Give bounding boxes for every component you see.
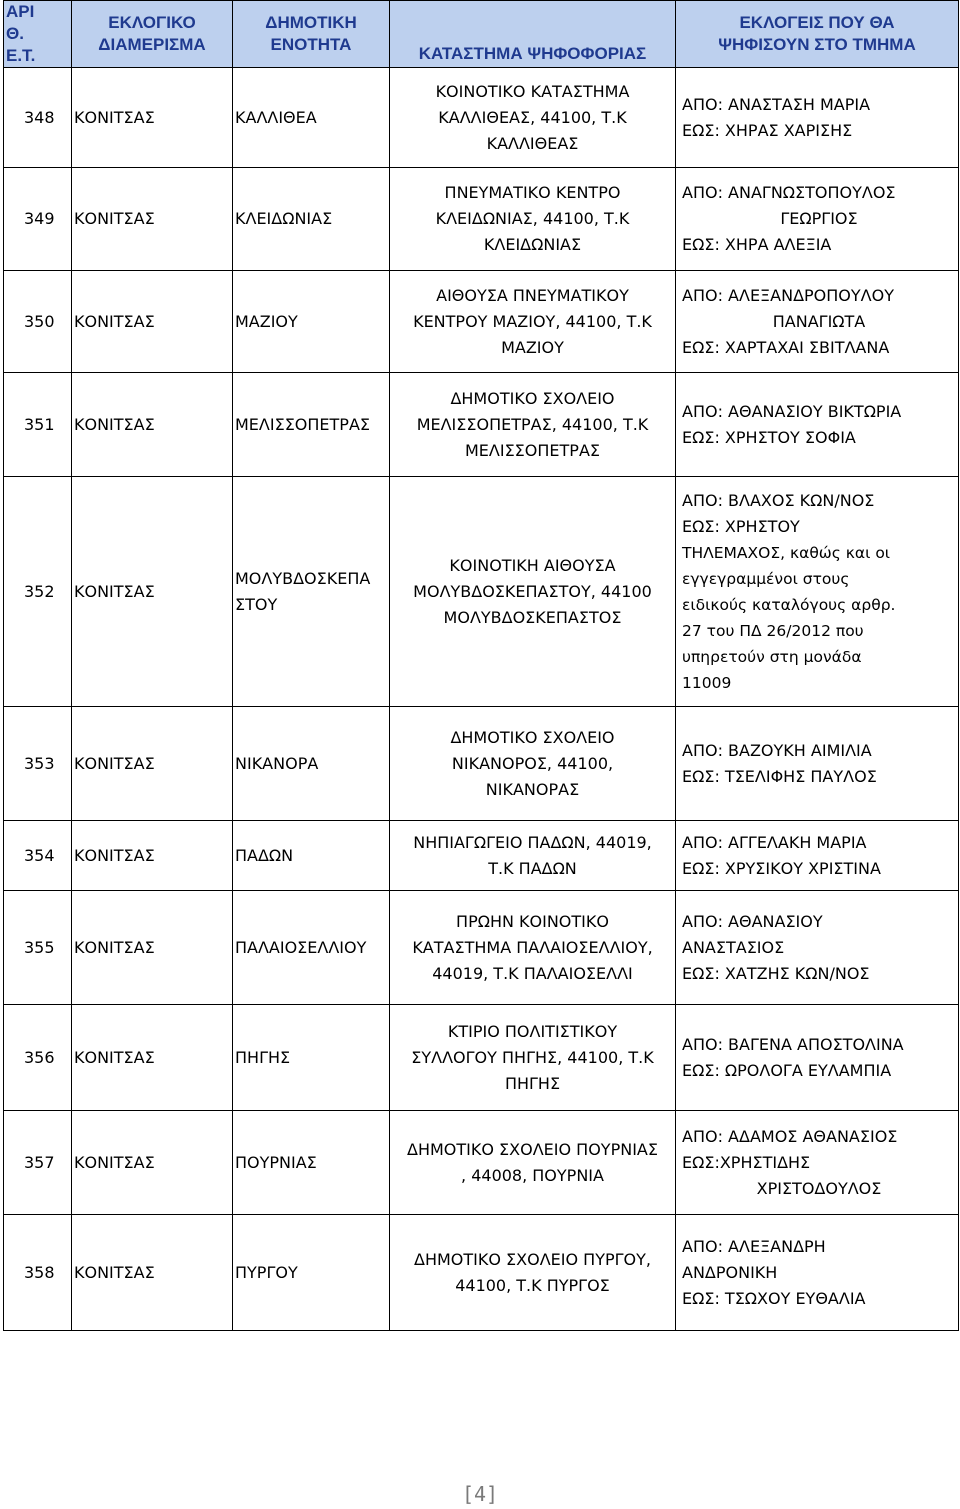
cell-polling-store-line: Τ.Κ ΠΑΔΩΝ (488, 858, 577, 878)
cell-municipal-unit-line: ΣΤΟΥ (235, 594, 278, 614)
cell-municipal-unit-line: ΠΑΛΑΙΟΣΕΛΛΙΟΥ (235, 937, 367, 957)
cell-polling-store-line: ΝΙΚΑΝΟΡΑΣ (485, 779, 580, 799)
cell-polling-store (390, 373, 676, 477)
cell-voters-line: ΕΩΣ: ΧΡΗΣΤΟΥ ΣΟΦΙΑ (682, 427, 856, 447)
cell-voters (676, 373, 959, 477)
table-row (4, 1005, 959, 1111)
cell-municipal-unit (233, 477, 390, 707)
header-voters (676, 1, 959, 68)
cell-polling-store-line: ΑΙΘΟΥΣΑ ΠΝΕΥΜΑΤΙΚΟΥ (436, 285, 629, 305)
cell-district: ΚΟΝΙΤΣΑΣ (72, 821, 233, 891)
cell-municipal-unit (233, 68, 390, 168)
cell-polling-store-line: 44019, Τ.Κ ΠΑΛΑΙΟΣΕΛΛΙ (432, 963, 633, 983)
cell-district: ΚΟΝΙΤΣΑΣ (72, 707, 233, 821)
cell-polling-store-line: ΜΕΛΙΣΣΟΠΕΤΡΑΣ, 44100, Τ.Κ (416, 414, 649, 434)
cell-district: ΚΟΝΙΤΣΑΣ (72, 1215, 233, 1331)
cell-polling-store-line: ΜΟΛΥΒΔΟΣΚΕΠΑΣΤΟΣ (443, 607, 622, 627)
cell-voters-line: ΠΑΝΑΓΙΩΤΑ (772, 311, 866, 331)
cell-municipal-unit-line: ΜΕΛΙΣΣΟΠΕΤΡΑΣ (235, 414, 371, 434)
cell-municipal-unit (233, 1005, 390, 1111)
cell-voters-line: ΕΩΣ: ΧΡΥΣΙΚΟΥ ΧΡΙΣΤΙΝΑ (682, 858, 881, 878)
cell-voters-line: ΑΠΟ: ΑΘΑΝΑΣΙΟΥ ΒΙΚΤΩΡΙΑ (682, 401, 902, 421)
cell-station-number: 349 (4, 168, 72, 271)
cell-polling-store-line: , 44008, ΠΟΥΡΝΙΑ (461, 1165, 604, 1185)
cell-polling-store-line: ΚΑΛΛΙΘΕΑΣ, 44100, Τ.Κ (438, 107, 627, 127)
cell-polling-store (390, 1005, 676, 1111)
cell-voters-line: ΑΠΟ: ΑΛΕΞΑΝΔΡΗ (682, 1236, 826, 1256)
cell-voters-line: ΤΗΛΕΜΑΧΟΣ, καθώς και οι (682, 543, 891, 562)
cell-voters-line: ΑΝΔΡΟΝΙΚΗ (682, 1262, 778, 1282)
cell-voters (676, 1111, 959, 1215)
header-district-line: ΕΚΛΟΓΙΚΟ (108, 13, 196, 32)
cell-polling-store-line: ΝΗΠΙΑΓΩΓΕΙΟ ΠΑΔΩΝ, 44019, (413, 832, 652, 852)
cell-voters-line: ΑΠΟ: ΒΑΓΕΝΑ ΑΠΟΣΤΟΛΙΝΑ (682, 1034, 904, 1054)
cell-voters-line: ΕΩΣ:ΧΡΗΣΤΙΔΗΣ (682, 1152, 811, 1172)
cell-municipal-unit (233, 1215, 390, 1331)
table-row (4, 707, 959, 821)
cell-voters-line: ΧΡΙΣΤΟΔΟΥΛΟΣ (756, 1178, 882, 1198)
table-row (4, 821, 959, 891)
cell-polling-store-line: ΜΟΛΥΒΔΟΣΚΕΠΑΣΤΟΥ, 44100 (413, 581, 652, 601)
cell-station-number: 357 (4, 1111, 72, 1215)
table-row (4, 1111, 959, 1215)
cell-polling-store-line: ΚΟΙΝΟΤΙΚΗ ΑΙΘΟΥΣΑ (449, 555, 616, 575)
cell-municipal-unit (233, 1111, 390, 1215)
cell-station-number: 353 (4, 707, 72, 821)
cell-voters-line: υπηρετούν στη μονάδα (682, 647, 862, 666)
cell-voters-line: ΑΠΟ: ΑΝΑΣΤΑΣΗ ΜΑΡΙΑ (682, 94, 871, 114)
cell-voters-line: ΕΩΣ: ΧΑΤΖΗΣ ΚΩΝ/ΝΟΣ (682, 963, 870, 983)
cell-voters-line: ΑΝΑΣΤΑΣΙΟΣ (682, 937, 785, 957)
header-num-line: ΑΡΙ (6, 2, 35, 21)
cell-municipal-unit (233, 168, 390, 271)
cell-district: ΚΟΝΙΤΣΑΣ (72, 477, 233, 707)
cell-district: ΚΟΝΙΤΣΑΣ (72, 373, 233, 477)
header-store (390, 1, 676, 68)
page-number: [4] (461, 1482, 499, 1506)
cell-polling-store-line: ΚΤΙΡΙΟ ΠΟΛΙΤΙΣΤΙΚΟΥ (447, 1021, 618, 1041)
cell-municipal-unit (233, 891, 390, 1005)
cell-polling-store-line: ΠΝΕΥΜΑΤΙΚΟ ΚΕΝΤΡΟ (444, 183, 621, 202)
cell-polling-store (390, 1215, 676, 1331)
cell-district: ΚΟΝΙΤΣΑΣ (72, 891, 233, 1005)
cell-voters-line: ΑΠΟ: ΑΘΑΝΑΣΙΟΥ (682, 911, 823, 931)
cell-polling-store-line: 44100, Τ.Κ ΠΥΡΓΟΣ (455, 1275, 610, 1295)
header-unit (233, 1, 390, 68)
cell-municipal-unit-line: ΜΑΖΙΟΥ (235, 311, 298, 331)
cell-polling-store-line: ΚΕΝΤΡΟΥ ΜΑΖΙΟΥ, 44100, Τ.Κ (413, 311, 652, 331)
cell-polling-store-line: ΣΥΛΛΟΓΟΥ ΠΗΓΗΣ, 44100, Τ.Κ (411, 1047, 654, 1067)
cell-polling-store-line: ΠΗΓΗΣ (504, 1073, 561, 1093)
cell-voters-line: ΓΕΩΡΓΙΟΣ (780, 209, 858, 228)
header-unit-line: ΕΝΟΤΗΤΑ (270, 35, 352, 54)
cell-voters (676, 271, 959, 373)
table-row (4, 68, 959, 168)
cell-polling-store-line: ΚΛΕΙΔΩΝΙΑΣ (483, 235, 582, 254)
cell-voters-line: ΕΩΣ: ΤΣΩΧΟΥ ΕΥΘΑΛΙΑ (682, 1288, 866, 1308)
cell-voters-line: ΑΠΟ: ΑΛΕΞΑΝΔΡΟΠΟΥΛΟΥ (682, 285, 894, 305)
cell-municipal-unit-line: ΠΥΡΓΟΥ (235, 1262, 298, 1282)
cell-district: ΚΟΝΙΤΣΑΣ (72, 68, 233, 168)
cell-polling-store-line: ΔΗΜΟΤΙΚΟ ΣΧΟΛΕΙΟ ΠΥΡΓΟΥ, (414, 1249, 651, 1269)
cell-municipal-unit-line: ΝΙΚΑΝΟΡΑ (235, 753, 319, 773)
cell-municipal-unit (233, 271, 390, 373)
cell-polling-store-line: ΝΙΚΑΝΟΡΟΣ, 44100, (451, 753, 614, 773)
cell-station-number: 355 (4, 891, 72, 1005)
cell-polling-store (390, 1111, 676, 1215)
cell-voters-line: ΕΩΣ: ΧΗΡΑ ΑΛΕΞΙΑ (682, 235, 832, 254)
cell-polling-store-line: ΚΟΙΝΟΤΙΚΟ ΚΑΤΑΣΤΗΜΑ (435, 81, 630, 101)
cell-voters-line: ΑΠΟ: ΑΝΑΓΝΩΣΤΟΠΟΥΛΟΣ (682, 183, 896, 202)
cell-voters (676, 168, 959, 271)
cell-voters (676, 1005, 959, 1111)
cell-voters-line: 27 του ΠΔ 26/2012 που (682, 621, 864, 640)
header-voters-line: ΕΚΛΟΓΕΙΣ ΠΟΥ ΘΑ (739, 13, 895, 32)
cell-voters (676, 477, 959, 707)
cell-polling-store (390, 821, 676, 891)
table-row (4, 373, 959, 477)
cell-municipal-unit-line: ΚΑΛΛΙΘΕΑ (235, 107, 317, 127)
cell-station-number: 351 (4, 373, 72, 477)
cell-voters-line: ΑΠΟ: ΑΓΓΕΛΑΚΗ ΜΑΡΙΑ (682, 832, 867, 852)
cell-voters-line: ΕΩΣ: ΤΣΕΛΙΦΗΣ ΠΑΥΛΟΣ (682, 766, 877, 786)
cell-voters-line: εγγεγραμμένοι στους (682, 569, 850, 588)
cell-polling-store-line: ΚΑΤΑΣΤΗΜΑ ΠΑΛΑΙΟΣΕΛΛΙΟΥ, (412, 937, 653, 957)
cell-polling-store-line: ΔΗΜΟΤΙΚΟ ΣΧΟΛΕΙΟ (450, 727, 615, 747)
header-num-line: Θ. (6, 24, 24, 43)
header-num-line: Ε.Τ. (6, 46, 36, 65)
cell-polling-store-line: ΚΑΛΛΙΘΕΑΣ (486, 133, 579, 153)
header-district (72, 1, 233, 68)
cell-polling-store-line: ΜΑΖΙΟΥ (501, 337, 564, 357)
cell-polling-store-line: ΜΕΛΙΣΣΟΠΕΤΡΑΣ (464, 440, 600, 460)
cell-municipal-unit-line: ΚΛΕΙΔΩΝΙΑΣ (235, 209, 333, 228)
header-unit-line: ΔΗΜΟΤΙΚΗ (265, 13, 357, 32)
cell-municipal-unit-line: ΠΗΓΗΣ (235, 1047, 291, 1067)
cell-voters (676, 707, 959, 821)
cell-voters (676, 68, 959, 168)
cell-voters-line: ειδικούς καταλόγους αρθρ. (682, 595, 896, 614)
cell-voters-line: ΕΩΣ: ΧΗΡΑΣ ΧΑΡΙΣΗΣ (682, 120, 853, 140)
cell-polling-store-line: ΠΡΩΗΝ ΚΟΙΝΟΤΙΚΟ (456, 911, 609, 931)
cell-voters-line: ΕΩΣ: ΩΡΟΛΟΓΑ ΕΥΛΑΜΠΙΑ (682, 1060, 892, 1080)
cell-district: ΚΟΝΙΤΣΑΣ (72, 271, 233, 373)
cell-voters-line: ΑΠΟ: ΒΛΑΧΟΣ ΚΩΝ/ΝΟΣ (682, 490, 875, 510)
cell-polling-store (390, 891, 676, 1005)
cell-polling-store-line: ΔΗΜΟΤΙΚΟ ΣΧΟΛΕΙΟ (450, 388, 615, 408)
cell-voters-line: ΕΩΣ: ΧΡΗΣΤΟΥ (682, 516, 800, 536)
cell-voters (676, 821, 959, 891)
cell-station-number: 358 (4, 1215, 72, 1331)
cell-polling-store-line: ΚΛΕΙΔΩΝΙΑΣ, 44100, Τ.Κ (435, 209, 630, 228)
cell-municipal-unit-line: ΠΟΥΡΝΙΑΣ (235, 1152, 317, 1172)
table-row (4, 477, 959, 707)
cell-voters-line: ΑΠΟ: ΑΔΑΜΟΣ ΑΘΑΝΑΣΙΟΣ (682, 1126, 898, 1146)
cell-district: ΚΟΝΙΤΣΑΣ (72, 1005, 233, 1111)
cell-station-number: 350 (4, 271, 72, 373)
cell-station-number: 348 (4, 68, 72, 168)
cell-station-number: 354 (4, 821, 72, 891)
cell-municipal-unit (233, 707, 390, 821)
cell-voters (676, 891, 959, 1005)
cell-municipal-unit (233, 821, 390, 891)
header-store-line: ΚΑΤΑΣΤΗΜΑ ΨΗΦΟΦΟΡΙΑΣ (418, 44, 647, 63)
table-row (4, 891, 959, 1005)
cell-voters-line: ΑΠΟ: ΒΑΖΟΥΚΗ ΑΙΜΙΛΙΑ (682, 740, 872, 760)
table-row (4, 1215, 959, 1331)
cell-municipal-unit-line: ΜΟΛΥΒΔΟΣΚΕΠΑ (235, 568, 371, 588)
cell-district: ΚΟΝΙΤΣΑΣ (72, 168, 233, 271)
cell-voters-line: 11009 (682, 673, 732, 692)
cell-polling-store (390, 271, 676, 373)
cell-voters (676, 1215, 959, 1331)
cell-polling-store (390, 168, 676, 271)
header-district-line: ΔΙΑΜΕΡΙΣΜΑ (98, 35, 206, 54)
cell-municipal-unit-line: ΠΑΔΩΝ (235, 845, 294, 865)
cell-polling-store-line: ΔΗΜΟΤΙΚΟ ΣΧΟΛΕΙΟ ΠΟΥΡΝΙΑΣ (407, 1139, 658, 1159)
table-row (4, 271, 959, 373)
cell-station-number: 352 (4, 477, 72, 707)
cell-municipal-unit (233, 373, 390, 477)
header-num (4, 1, 72, 68)
cell-polling-store (390, 68, 676, 168)
cell-polling-store (390, 477, 676, 707)
polling-stations-table (3, 0, 959, 1331)
cell-polling-store (390, 707, 676, 821)
cell-voters-line: ΕΩΣ: ΧΑΡΤΑΧΑΙ ΣΒΙΤΛΑΝΑ (682, 337, 890, 357)
cell-district: ΚΟΝΙΤΣΑΣ (72, 1111, 233, 1215)
cell-station-number: 356 (4, 1005, 72, 1111)
header-voters-line: ΨΗΦΙΣΟΥΝ ΣΤΟ ΤΜΗΜΑ (718, 35, 916, 54)
header-row (4, 1, 959, 68)
table-row (4, 168, 959, 271)
